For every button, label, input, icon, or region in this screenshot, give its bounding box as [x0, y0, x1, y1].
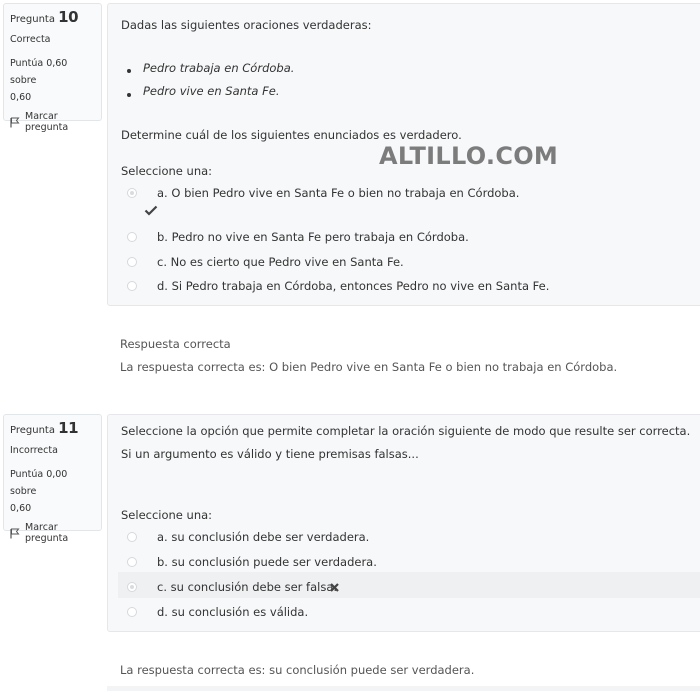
- question-intro: Seleccione la opción que permite completar la oración siguiente de modo que resulte ser correcta.: [121, 424, 691, 438]
- flag-question-label: Marcar pregunta: [25, 522, 69, 544]
- option-a-radio[interactable]: [127, 188, 137, 198]
- question-info-10: [3, 3, 102, 133]
- flag-question-button[interactable]: [10, 522, 96, 544]
- feedback-answer: La respuesta correcta es: su conclusión puede ser verdadera.: [120, 663, 475, 677]
- question-number-value: 11: [58, 419, 79, 437]
- bullet: [127, 69, 131, 73]
- option-a-label[interactable]: a. O bien Pedro vive en Santa Fe o bien no trabaja en Córdoba.: [157, 186, 520, 200]
- question-grade: [10, 466, 96, 517]
- feedback-answer: La respuesta correcta es: O bien Pedro vive en Santa Fe o bien no trabaja en Córdoba.: [120, 360, 618, 374]
- question-prompt: Determine cuál de los siguientes enunciados es verdadero.: [121, 128, 462, 142]
- next-section-edge: [107, 686, 700, 691]
- grade-line-1: Puntúa 0,00 sobre: [10, 469, 68, 497]
- option-c-label[interactable]: c. No es cierto que Pedro vive en Santa Fe.: [157, 255, 404, 269]
- question-info-11: [3, 414, 102, 544]
- option-a-radio[interactable]: [127, 532, 137, 542]
- question-content-11: [107, 414, 700, 632]
- question-prompt: Si un argumento es válido y tiene premisas falsas...: [121, 447, 419, 461]
- option-d-radio[interactable]: [127, 281, 137, 291]
- cross-icon: [329, 582, 340, 593]
- option-b-label[interactable]: b. Pedro no vive en Santa Fe pero trabaja en Córdoba.: [157, 230, 469, 244]
- option-a-label[interactable]: a. su conclusión debe ser verdadera.: [157, 530, 370, 544]
- option-b-label[interactable]: b. su conclusión puede ser verdadera.: [157, 555, 377, 569]
- option-d-radio[interactable]: [127, 607, 137, 617]
- question-state: Correcta: [10, 34, 51, 45]
- option-c-label[interactable]: c. su conclusión debe ser falsa.: [157, 580, 338, 594]
- question-label: Pregunta: [10, 425, 55, 436]
- flag-question-label: Marcar pregunta: [25, 111, 69, 133]
- option-c-radio[interactable]: [127, 582, 137, 592]
- grade-line-1: Puntúa 0,60 sobre: [10, 58, 68, 86]
- question-number: [10, 10, 96, 27]
- option-d-label[interactable]: d. Si Pedro trabaja en Córdoba, entonces Pedro no vive en Santa Fe.: [157, 279, 550, 293]
- option-b-radio[interactable]: [127, 557, 137, 567]
- option-c-radio[interactable]: [127, 257, 137, 267]
- select-label: Seleccione una:: [121, 164, 213, 178]
- option-b-radio[interactable]: [127, 232, 137, 242]
- feedback-title: Respuesta correcta: [120, 337, 231, 351]
- grade-line-2: 0,60: [10, 503, 32, 514]
- bullet: [127, 93, 131, 97]
- grade-line-2: 0,60: [10, 92, 32, 103]
- question-number: [10, 421, 96, 438]
- premise-2: Pedro vive en Santa Fe.: [143, 84, 280, 98]
- select-label: Seleccione una:: [121, 508, 213, 522]
- check-icon: [144, 205, 158, 216]
- question-label: Pregunta: [10, 14, 55, 25]
- question-intro: Dadas las siguientes oraciones verdaderas:: [121, 18, 372, 32]
- watermark-logo: ALTILLO.COM: [379, 142, 559, 170]
- question-number-value: 10: [58, 8, 79, 26]
- flag-question-button[interactable]: [10, 111, 96, 133]
- question-grade: [10, 55, 96, 106]
- question-state: Incorrecta: [10, 445, 58, 456]
- premise-1: Pedro trabaja en Córdoba.: [143, 61, 295, 75]
- flag-icon: [10, 528, 20, 539]
- option-d-label[interactable]: d. su conclusión es válida.: [157, 605, 309, 619]
- flag-icon: [10, 117, 20, 128]
